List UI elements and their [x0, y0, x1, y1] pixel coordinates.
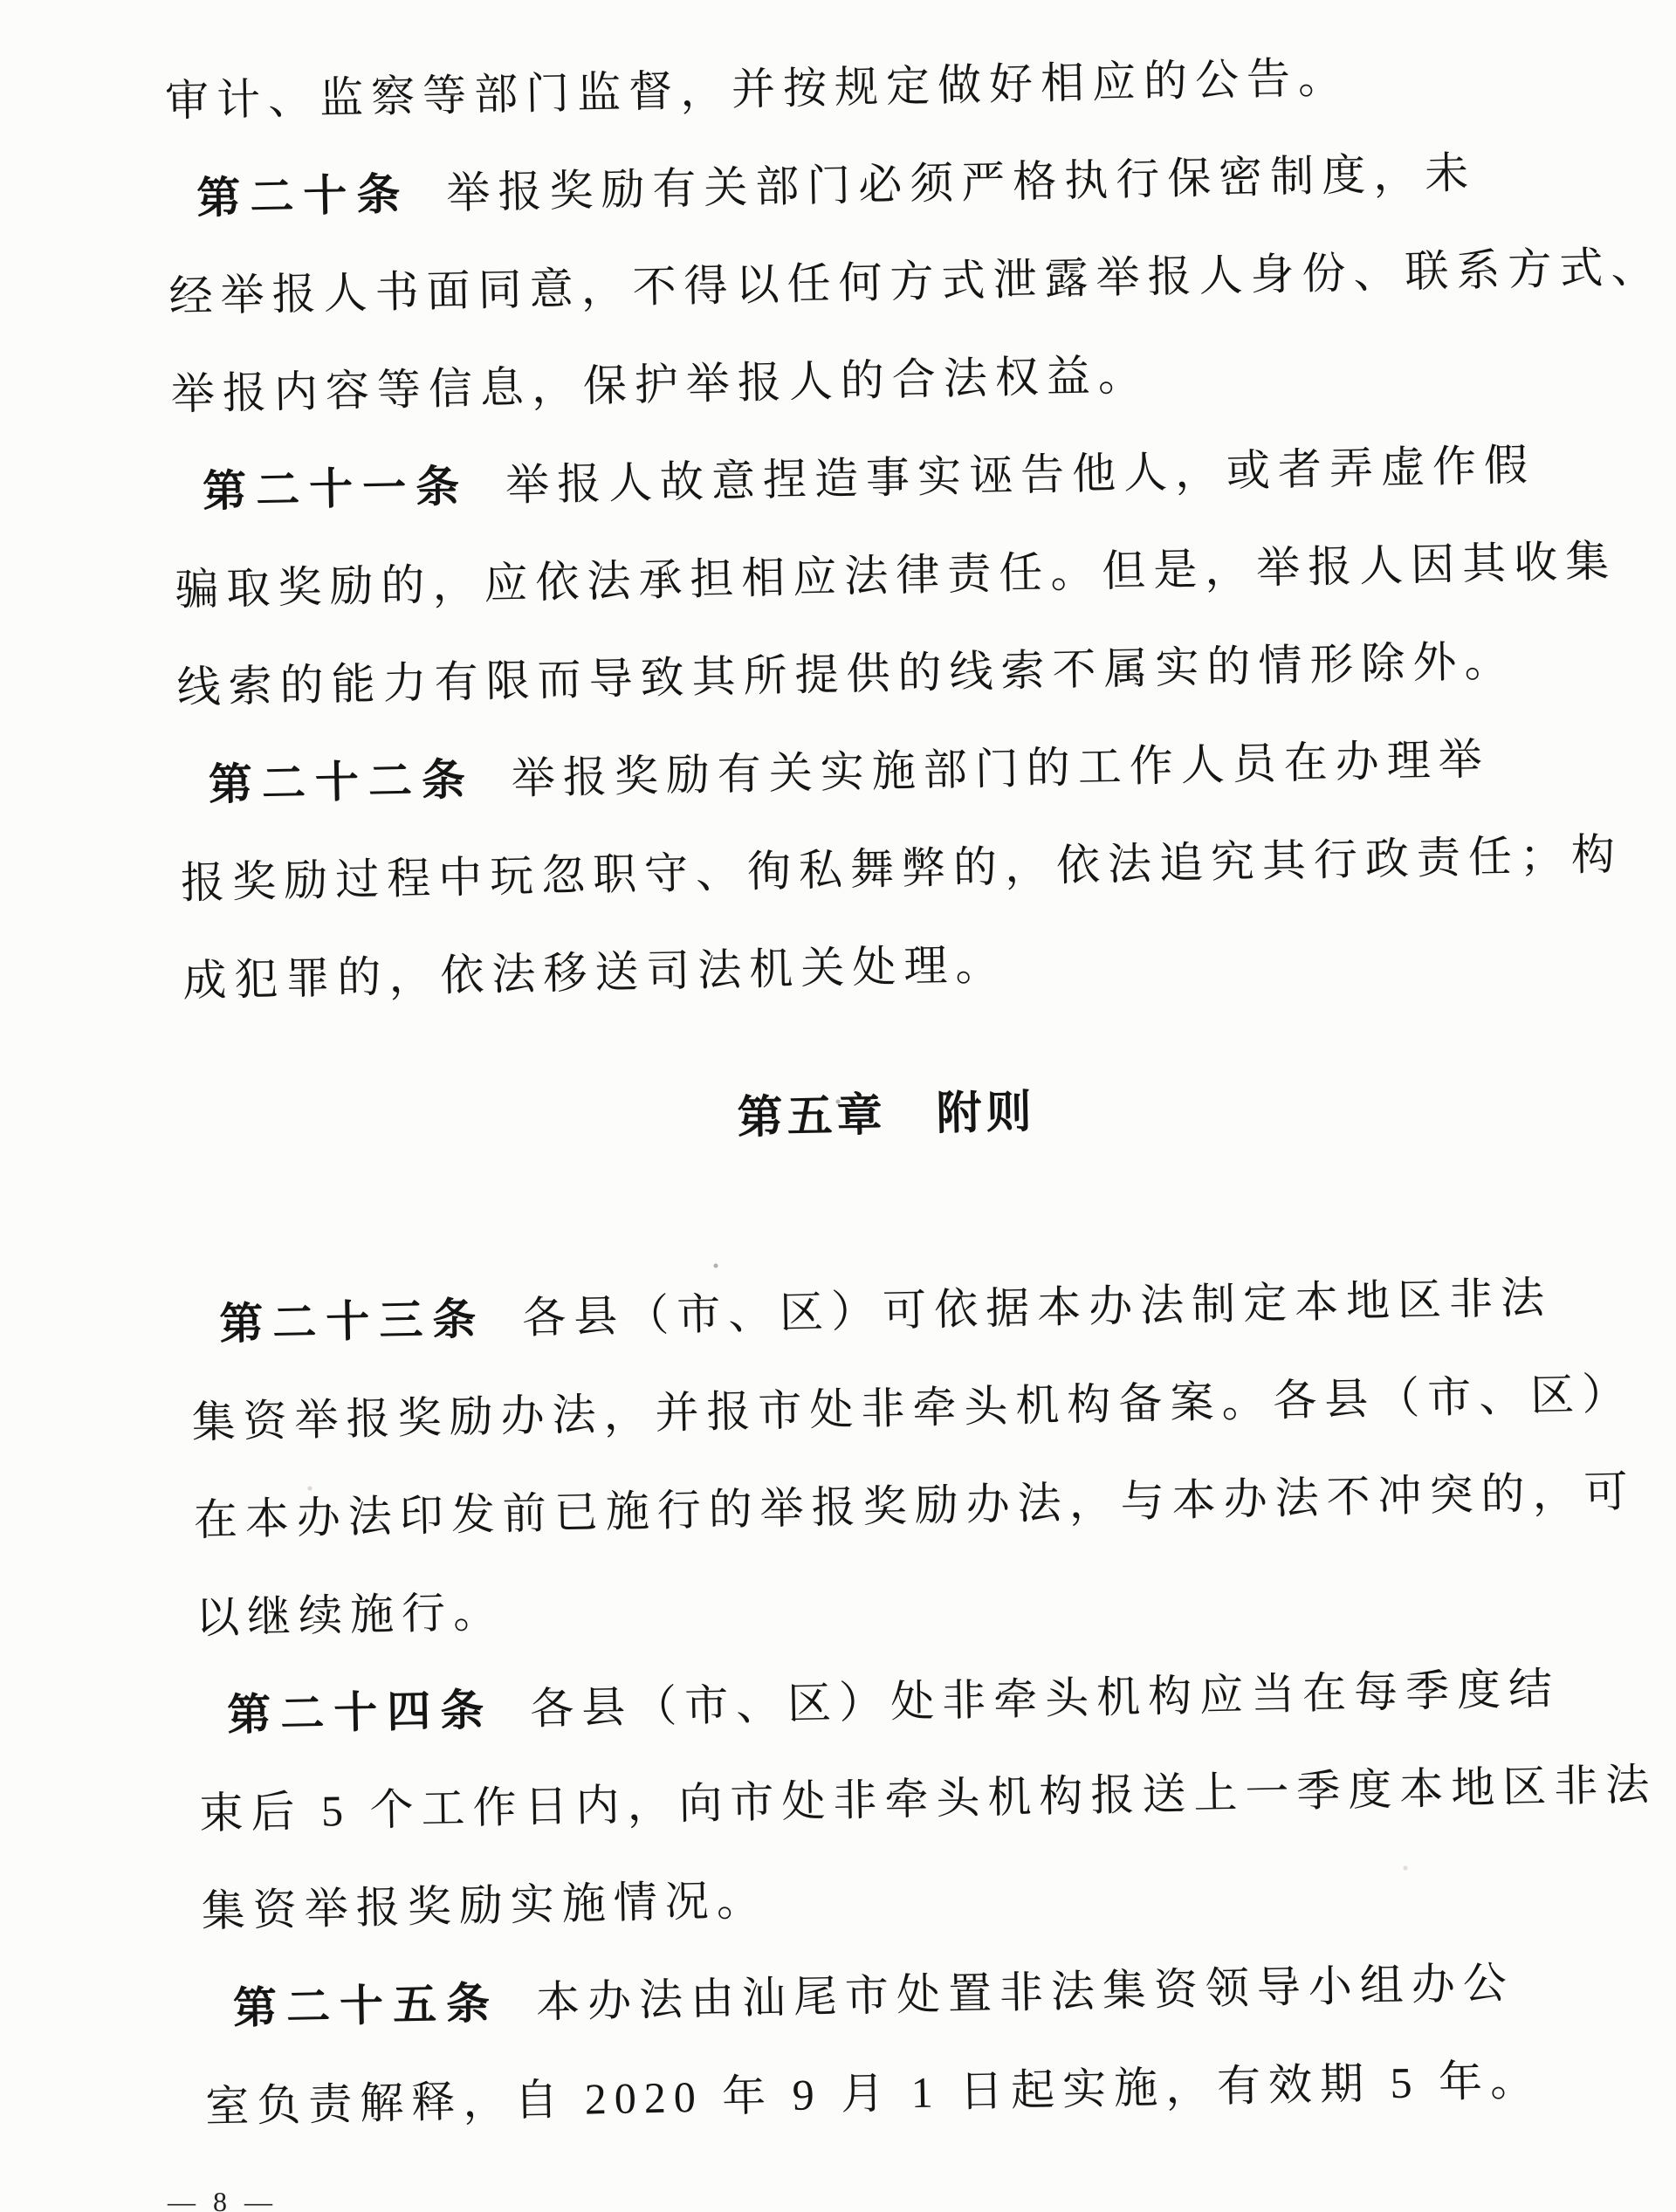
article-number: 第二十一条 [202, 461, 470, 517]
line-text: 经举报人书面同意，不得以任何方式泄露举报人身份、联系方式、 [168, 242, 1663, 321]
text-block [127, 0, 1663, 2156]
line-text: 成犯罪的，依法移送司法机关处理。 [182, 939, 1007, 1006]
line-text: 集资举报奖励实施情况。 [201, 1875, 769, 1936]
article-number [159, 1594, 160, 1643]
article-number [132, 273, 133, 322]
article-number [162, 1790, 163, 1838]
article-number: 第二十五条 [232, 1978, 500, 2033]
line-text: 举报奖励有关实施部门的工作人员在办理举 [511, 734, 1491, 803]
article-number [144, 859, 145, 908]
line-text: 举报内容等信息，保护举报人的合法权益。 [170, 350, 1151, 419]
article-number [168, 2083, 169, 2132]
article-number [164, 1887, 165, 1936]
article-number: 第二十二条 [208, 754, 476, 809]
line-text: 本办法由汕尾市处置非法集资领导小组办公 [535, 1958, 1515, 2027]
line-text: 在本办法印发前已施行的举报奖励办法，与本办法不冲突的，可 [193, 1467, 1637, 1545]
line-text: 线索的能力有限而导致其所提供的线索不属实的情形除外。 [176, 635, 1516, 712]
article-number [156, 1496, 157, 1545]
line-text: 举报人故意捏造事实诬告他人，或者弄虚作假 [505, 440, 1536, 511]
article-number [140, 664, 141, 713]
line-text: 以继续施行。 [195, 1587, 505, 1643]
line-text: 举报奖励有关部门必须严格执行保密制度，未 [445, 148, 1477, 218]
article-number: 第二十四条 [226, 1685, 494, 1740]
page-number: — 8 — [168, 2186, 278, 2212]
article-number [128, 78, 129, 127]
article-number [146, 957, 147, 1006]
line-text: 骗取奖励的，应依法承担相应法律责任。但是，举报人因其收集 [174, 536, 1618, 615]
line-text: 各县（市、区）可依据本办法制定本地区非法 [521, 1273, 1553, 1343]
article-number [138, 567, 139, 615]
line-text: 室负责解释，自 2020 年 9 月 1 日起实施，有效期 5 年。 [204, 2055, 1542, 2132]
line-text: 束后 5 个工作日内，向市处非牵头机构报送上一季度本地区非法 [199, 1759, 1658, 1838]
line-text: 集资举报奖励办法，并报市处非牵头机构备案。各县（市、区） [191, 1369, 1634, 1447]
chapter-heading: 第五章 附则 [737, 1087, 1037, 1144]
line-text: 审计、监察等部门监督，并按规定做好相应的公告。 [164, 52, 1350, 126]
line-text: 报奖励过程中玩忽职守、徇私舞弊的，依法追究其行政责任；构 [180, 829, 1624, 908]
article-number: 第二十三条 [218, 1294, 486, 1349]
line-text: 各县（市、区）处非牵头机构应当在每季度结 [529, 1664, 1561, 1734]
article-number: 第二十条 [196, 169, 410, 223]
